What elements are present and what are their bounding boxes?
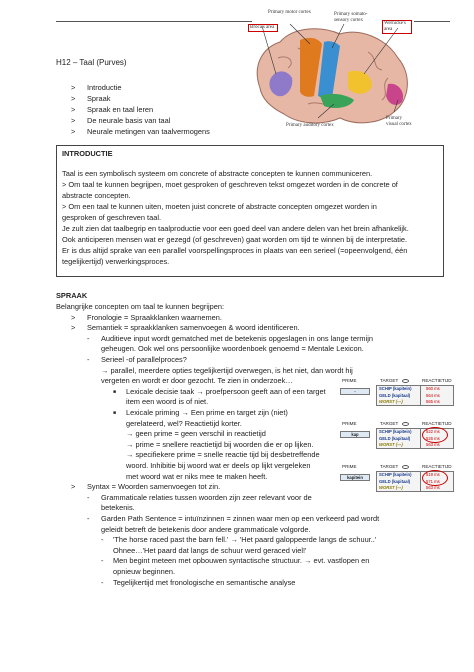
spraak-line: Ohnee…'Het paard dat langs de schuur werd geraced viel!' xyxy=(113,545,307,555)
toc-bullet: > xyxy=(71,105,76,114)
highlight-circle xyxy=(422,470,448,486)
target-header: TARGET xyxy=(380,421,399,426)
prime-header: PRIME xyxy=(342,378,357,383)
target-word: SCHIP (kapitein) xyxy=(379,386,412,391)
rt-header: REACTIETIJD xyxy=(422,378,452,383)
target-list xyxy=(376,471,422,492)
target-header: TARGET xyxy=(380,464,399,469)
rt-header: REACTIETIJD xyxy=(422,464,452,469)
header-rule-right xyxy=(414,21,450,22)
intro-line: Taal is een symbolisch systeem om concrete of abstracte concepten te kunnen communiceren. xyxy=(62,169,373,178)
spraak-line: Garden Path Sentence = intuïnzinnen = zinnen waar men op een verkeerd pad wordt xyxy=(101,514,380,523)
spraak-marker: - xyxy=(101,577,104,587)
target-list xyxy=(376,428,422,449)
reaction-time-value: 564 ms xyxy=(426,392,440,398)
label-visual: Primary visual cortex xyxy=(386,116,412,127)
spraak-line: Grammaticale relaties tussen woorden zijn zeer relevant voor de xyxy=(101,492,312,502)
spraak-line: Tegelijkertijd met fronologische en semantische analyse xyxy=(113,577,296,587)
prime-header: PRIME xyxy=(342,464,357,469)
spraak-marker: - xyxy=(101,556,104,566)
prime-box: kap xyxy=(340,431,370,438)
intro-line: tegelijkertijd) verwerkingsproces. xyxy=(62,257,170,266)
spraak-marker: - xyxy=(87,333,90,343)
toc-item-spraak[interactable]: Spraak xyxy=(87,94,111,103)
spraak-line: betekenis. xyxy=(101,503,135,513)
intro-heading: INTRODUCTIE xyxy=(62,149,113,158)
spraak-marker: > xyxy=(71,482,76,492)
reaction-time-value: 571 ms xyxy=(426,478,440,484)
prime-header: PRIME xyxy=(342,421,357,426)
reaction-time-value: 526 ms xyxy=(426,435,440,441)
target-list xyxy=(376,385,422,406)
intro-line: > Om taal te kunnen begrijpen, moet gesproken of geschreven tekst omgezet worden in de concrete of xyxy=(62,180,398,189)
spraak-line: geheugen. Ook wel ons persoonlijke woordenboek genoemd = Mentale Lexicon. xyxy=(101,344,364,354)
spraak-line: item een woord is of niet. xyxy=(126,397,209,407)
page-title: H12 – Taal (Purves) xyxy=(56,58,127,67)
target-word: WORST (---) xyxy=(379,442,403,447)
spraak-line: vergeten en wordt er door gezocht. Te zien in onderzoek… xyxy=(101,376,293,386)
reaction-time-value: 560 ms xyxy=(426,386,440,391)
spraak-marker: - xyxy=(87,514,90,523)
intro-line: > Om een taal te kunnen uiten, moeten juist concrete of abstracte concepten omgezet worden in xyxy=(62,202,377,211)
spraak-marker: - xyxy=(87,355,90,364)
target-word: GELD (kapitaal) xyxy=(379,435,411,441)
spraak-line: Lexicale decisie taak → proefpersoon geeft aan of een target xyxy=(126,386,326,396)
spraak-line: → prime = snellere reactietijd bij woorden die er op lijken. xyxy=(126,439,314,449)
spraak-line: → specifiekere prime = snelle reactie tijd bij desbetreffende xyxy=(126,450,320,460)
target-word: GELD (kapitaal) xyxy=(379,392,411,398)
spraak-marker: > xyxy=(71,312,76,322)
priming-figure xyxy=(336,378,454,504)
toc-item-neurale-basis[interactable]: De neurale basis van taal xyxy=(87,116,171,125)
prime-box: - xyxy=(340,388,370,395)
target-word: SCHIP (kapitein) xyxy=(379,429,412,434)
reaction-time-value: 563 ms xyxy=(426,442,440,447)
intro-line: abstracte concepten. xyxy=(62,191,131,200)
spraak-line: woord. Inhibitie bij woord wat er deels op lijkt vergeleken xyxy=(126,461,311,470)
toc-bullet: > xyxy=(71,127,76,136)
brain-figure xyxy=(248,8,418,136)
reaction-time-value: 563 ms xyxy=(426,485,440,490)
intro-line: Ook anticiperen mensen wat er gezegd (of geschreven) gaat worden om tijd te winnen bij de interpretatie. xyxy=(62,235,408,244)
spraak-marker: ■ xyxy=(113,388,117,395)
spraak-line: met woord wat er niks mee te maken heeft. xyxy=(126,471,268,481)
label-wernicke: Wernicke's area xyxy=(384,21,406,32)
intro-line: gesproken of geschreven taal. xyxy=(62,213,162,222)
spraak-line: Syntax = Woorden samenvoegen tot zin. xyxy=(87,482,221,492)
spraak-line: Fronologie = Spraakklanken waarnemen. xyxy=(87,312,222,322)
spraak-line: gerelateerd, wel? Reactietijd korter. xyxy=(126,418,242,428)
spraak-line: Belangrijke concepten om taal te kunnen begrijpen: xyxy=(56,302,225,311)
toc-item-spraak-en-taal-leren[interactable]: Spraak en taal leren xyxy=(87,105,154,114)
toc-bullet: > xyxy=(71,94,76,103)
reaction-time-value: 522 ms xyxy=(426,429,440,434)
target-word: SCHIP (kapitein) xyxy=(379,472,412,477)
spraak-marker: ■ xyxy=(113,410,117,416)
eye-icon xyxy=(402,379,409,383)
highlight-circle xyxy=(422,427,448,443)
label-broca: Broca's area xyxy=(250,25,275,30)
reaction-times xyxy=(420,385,454,406)
spraak-line: Men begint meteen met opbouwen syntactische structuur. → evt. vastlopen en xyxy=(113,556,370,566)
target-word: GELD (kapitaal) xyxy=(379,478,411,484)
spraak-marker: - xyxy=(87,492,90,502)
spraak-line: → parallel, meerdere opties tegelijkertijd overwegen, is het niet, dan wordt hij xyxy=(101,365,353,375)
toc-bullet: > xyxy=(71,116,76,125)
prime-box: kapitein xyxy=(340,474,370,481)
target-header: TARGET xyxy=(380,378,399,383)
intro-line: Je zult zien dat taalbegrip en taalproductie voor een goed deel van andere delen van het brein afhankelijk. xyxy=(62,224,409,233)
label-auditory: Primary auditory cortex xyxy=(286,123,334,128)
spraak-heading: SPRAAK xyxy=(56,291,88,300)
header-rule-left xyxy=(56,21,252,22)
reaction-time-value: 565 ms xyxy=(426,399,440,404)
eye-icon xyxy=(402,465,409,469)
spraak-line: Lexicale priming → Een prime en target zijn (niet) xyxy=(126,408,288,417)
spraak-line: opnieuw beginnen. xyxy=(113,567,176,576)
spraak-marker: > xyxy=(71,323,76,333)
spraak-line: Semantiek = spraakklanken samenvoegen & woord identificeren. xyxy=(87,323,300,333)
toc-item-neurale-metingen[interactable]: Neurale metingen van taalvermogens xyxy=(87,127,210,136)
spraak-line: Serieel -of parallelproces? xyxy=(101,355,187,364)
toc-item-introductie[interactable]: Introductie xyxy=(87,83,122,92)
rt-header: REACTIETIJD xyxy=(422,421,452,426)
target-word: WORST (---) xyxy=(379,485,403,490)
spraak-line: Auditieve input wordt gematched met de betekenis opgeslagen in ons lange termijn xyxy=(101,333,373,343)
reaction-time-value: 519 ms xyxy=(426,472,440,477)
spraak-marker: - xyxy=(101,535,104,545)
label-somatosensory: Primary somato- sensory cortex xyxy=(334,12,368,23)
label-primary-motor: Primary motor cortex xyxy=(268,10,312,15)
target-word: WORST (---) xyxy=(379,399,403,404)
spraak-line: geleidt betreft de betekenis door andere grammaticale volgorde. xyxy=(101,524,311,534)
toc-bullet: > xyxy=(71,83,76,92)
spraak-line: → geen prime = geen verschil in reactietijd xyxy=(126,429,266,439)
spraak-line: 'The horse raced past the barn fell.' → 'Het paard galoppeerde langs de schuur..' xyxy=(113,535,377,545)
eye-icon xyxy=(402,422,409,426)
intro-line: Er is dus altijd sprake van een parallel voorspellingsproces in plaats van een serieel (=opeenvolgend, één xyxy=(62,246,408,255)
